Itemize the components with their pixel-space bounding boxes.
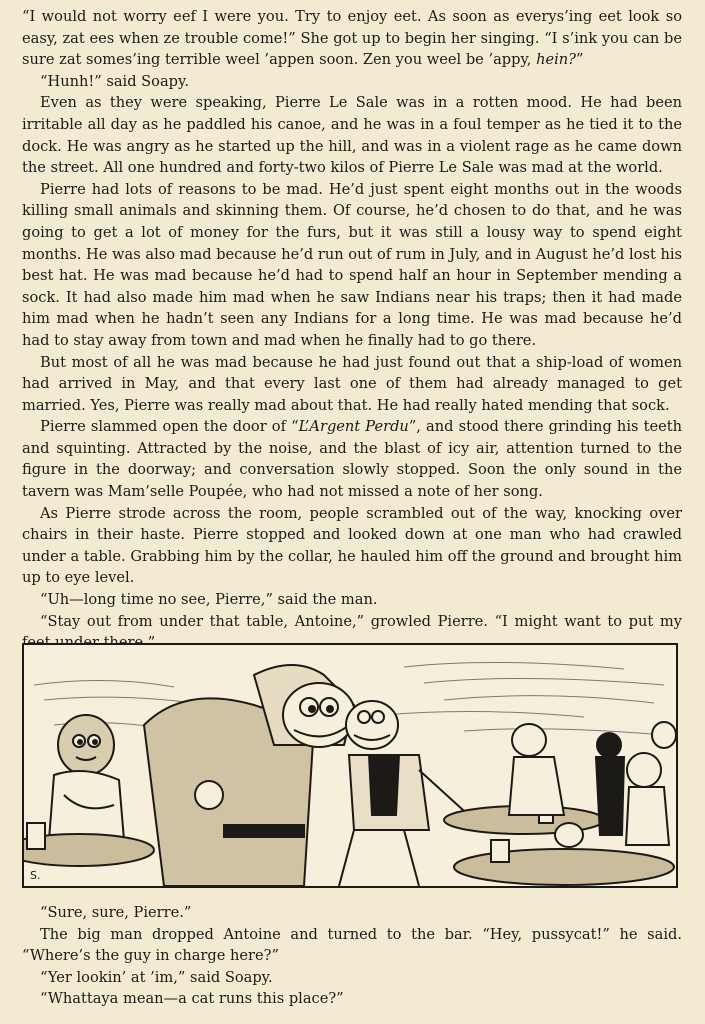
paragraph: But most of all he was mad because he had just found out that a ship-load of women had arrived in May, and that every last one of them had already managed to get married. Yes, Pierre was really mad about that. He had really hated mending that sock. [22,353,682,414]
pierre-figure [144,665,355,886]
paragraph: Pierre had lots of reasons to be mad. He’d just spent eight months out in the woods killing small animals and skinning them. Of course, he’d chosen to do that, and he was going to get a lot of money for the furs, but it was still a lousy way to spend eight months. He was also mad because he’d run out of rum in July, and in August he’d lost his best hat. He was mad because he’d had to spend half an hour in September mending a sock. It had also made him mad when he saw Indians near his traps; then it had made him mad when he hadn’t seen any Indians for a long time. He was mad because he’d had to stay away from town and mad when he finally had to go there. [22,180,682,349]
paragraph: Even as they were speaking, Pierre Le Sale was in a rotten mood. He had been irritable all day as he paddled his canoe, and he was in a foul temper as he tied it to the dock. He was angry as he started up the hill, and was in a violent rage as he came down the street. All one hundred and forty-two kilos of Pierre Le Sale was mad at the world. [22,94,682,177]
paragraph: “Yer lookin’ at ’im,” said Soapy. [40,968,273,986]
paragraph: “Hunh!” said Soapy. [40,72,189,90]
artist-signature: S. [30,869,41,882]
paragraph: “Stay out from under that table, Antoine,” growled Pierre. “I might want to put my [40,612,682,630]
lower-text-block [22,902,682,1010]
paragraph: Pierre slammed open the door of “L’Argent Perdu”, and stood there grinding his teeth and squinting. Attracted by the noise, and the blast of icy air, attention turned to the figure in the doorway; and conversation slowly stopped. Soon the only sound in the tavern was Mam’selle Poupée, who had not missed a note of her song. [22,418,682,501]
woman-singer-figure [49,715,124,840]
paragraph: “Uh—long time no see, Pierre,” said the man. [40,591,378,609]
antoine-figure [339,701,474,886]
paragraph: The big man dropped Antoine and turned to the bar. “Hey, pussycat!” he said. “Where’s the guy in charge here?” [22,925,682,965]
paragraph: “Whattaya mean—a cat runs this place?” [40,990,344,1008]
tavern-name: L’Argent Perdu [298,418,409,436]
paragraph: As Pierre strode across the room, people scrambled out of the way, knocking over chairs in their haste. Pierre stopped and looked down at one man who had crawled under a table. Grabbing him by the collar, he hauled him off the ground and brought him up to eye level. [22,504,682,587]
tavern-illustration [22,643,678,888]
paragraph: “I would not worry eef I were you. Try to enjoy eet. As soon as everys’ing eet look so easy, zat ees when ze trouble come!” She got up to begin her singing. “I s’ink you can be sure zat somes’ing terrible weel ’appen soon. Zen you weel be ’appy, hein?” [22,8,682,69]
paragraph: “Sure, sure, Pierre.” [40,904,192,921]
tavern-scene-drawing [24,645,676,886]
upper-text-block [22,6,682,654]
